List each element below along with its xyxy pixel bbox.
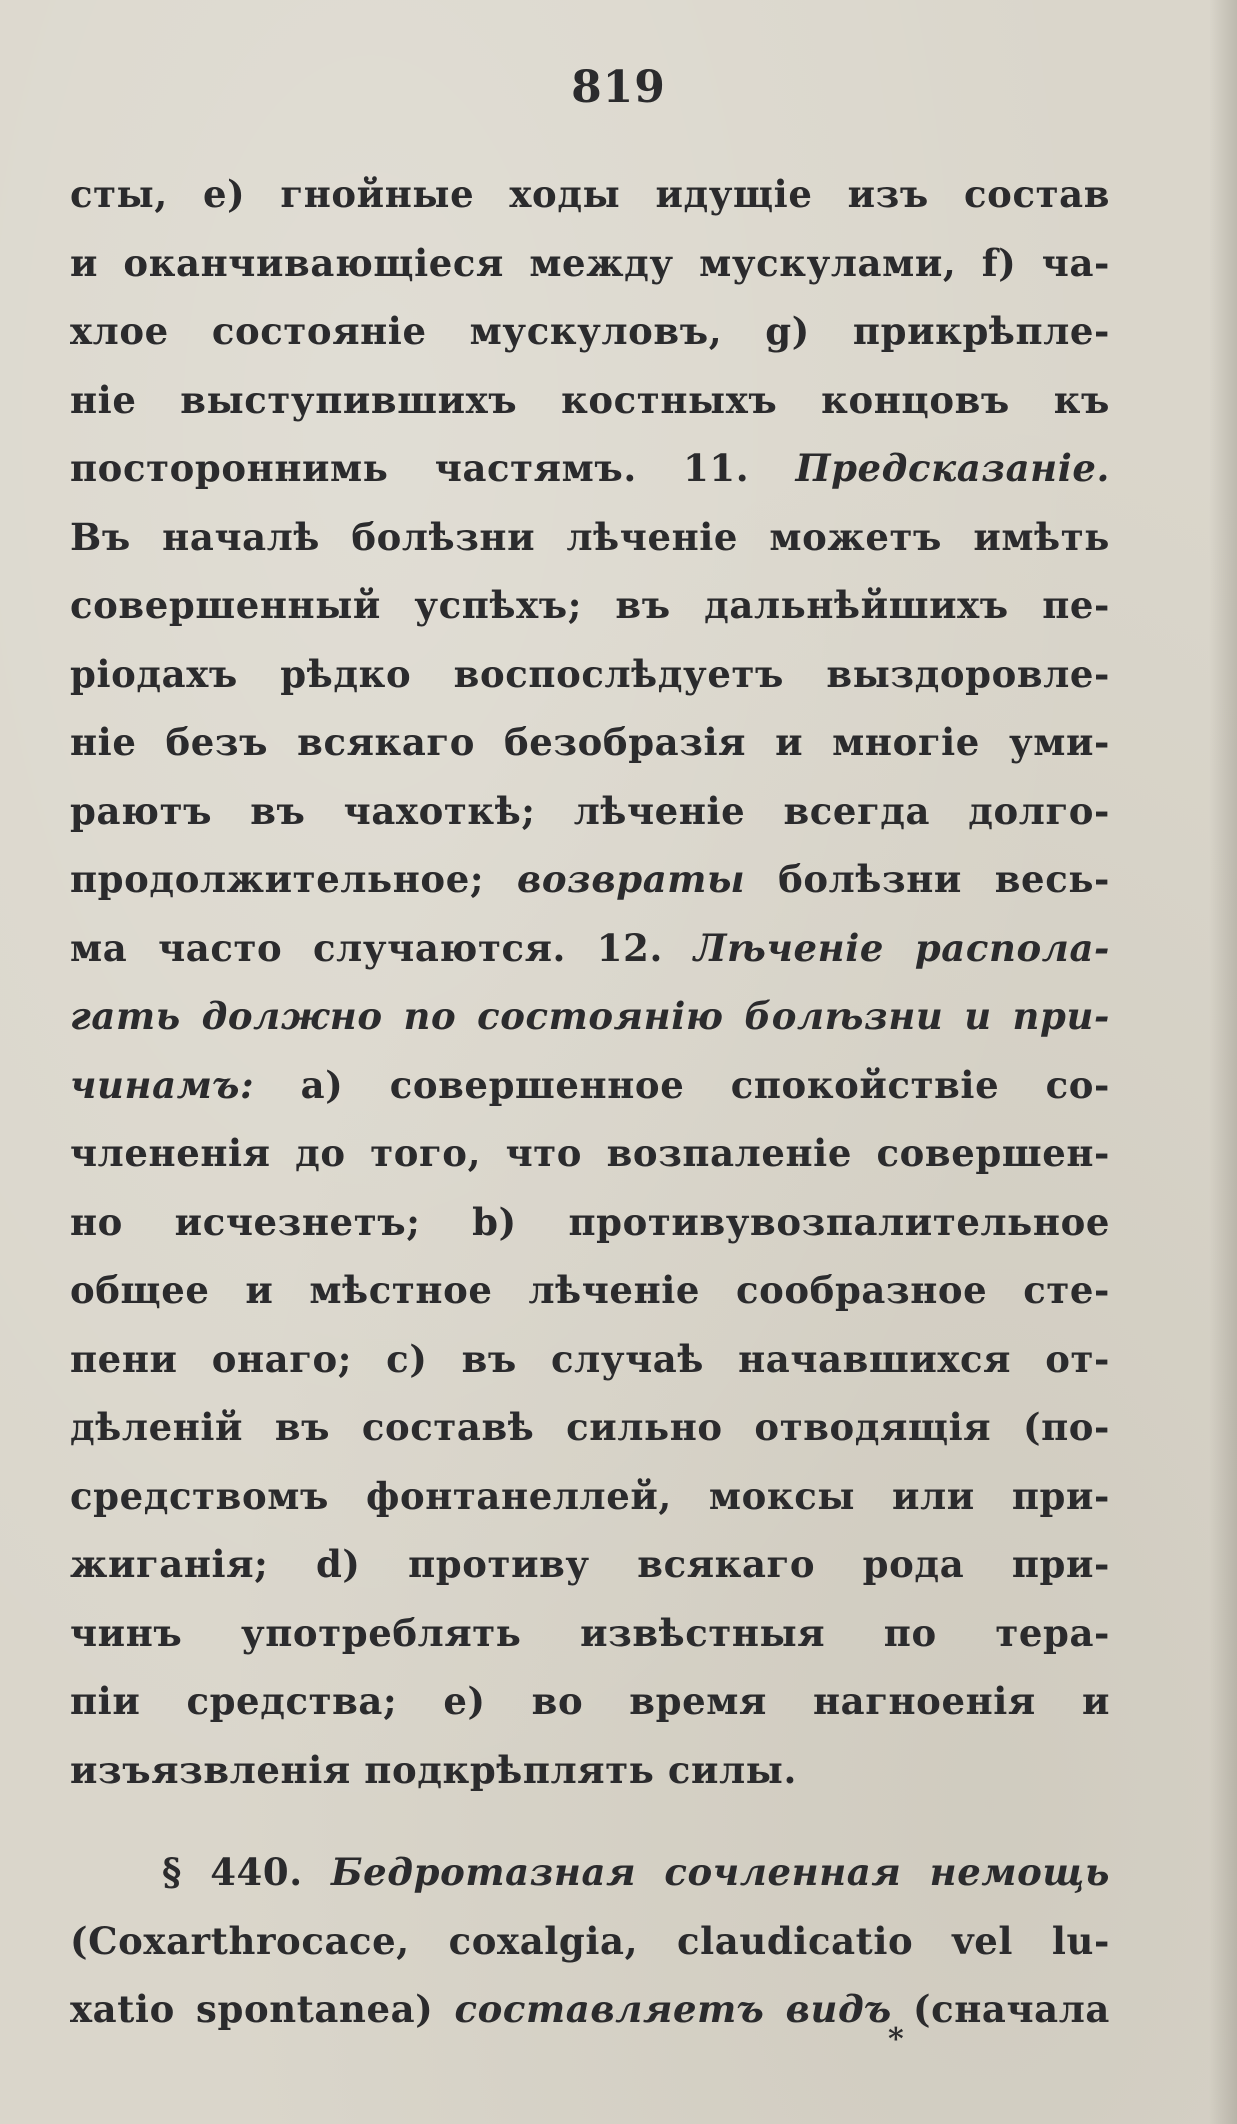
text-segment: болѣзни весь- <box>745 857 1110 901</box>
text-segment: xatio spontanea) <box>70 1987 455 2031</box>
text-line <box>70 366 1110 435</box>
text-line <box>70 1462 1110 1531</box>
italic-text: Предсказаніе. <box>795 446 1110 490</box>
text-segment: и оканчивающіеся между мускулами, f) ча- <box>70 240 1110 285</box>
text-line <box>70 1393 1110 1462</box>
text-segment: ніе безъ всякаго безобразія и многіе уми- <box>70 720 1110 764</box>
italic-text: Лѣченіе распола- <box>693 925 1110 970</box>
text-line <box>70 571 1110 640</box>
text-line <box>70 1975 1110 2044</box>
body-text <box>70 160 1110 2044</box>
text-line <box>70 297 1110 366</box>
text-segment: пени онаго; c) въ случаѣ начавшихся от- <box>70 1336 1110 1381</box>
text-segment: Въ началѣ болѣзни лѣченіе можетъ имѣть <box>70 514 1110 559</box>
text-segment: но исчезнетъ; b) противувозпалительное <box>70 1199 1110 1244</box>
text-line <box>70 1907 1110 1976</box>
text-line <box>70 708 1110 777</box>
italic-text: составляетъ видъ <box>454 1987 892 2031</box>
text-segment: (сначала <box>891 1987 1110 2031</box>
text-line <box>70 1119 1110 1188</box>
text-segment: ніе выступившихъ костныхъ концовъ къ <box>70 377 1110 422</box>
text-line <box>70 1325 1110 1394</box>
text-line <box>70 982 1110 1051</box>
text-segment: сты, е) гнойные ходы идущіе изъ состав <box>70 172 1110 216</box>
text-line <box>70 1667 1110 1736</box>
page-edge-shadow <box>1209 0 1237 2124</box>
text-segment: общее и мѣстное лѣченіе сообразное сте- <box>70 1268 1110 1312</box>
text-line <box>70 1051 1110 1120</box>
footer-mark: * <box>888 2022 904 2057</box>
text-line <box>70 434 1110 503</box>
text-segment: дѣленій въ составѣ сильно отводящія (по- <box>70 1405 1110 1449</box>
text-segment: хлое состояніе мускуловъ, g) прикрѣпле- <box>70 309 1110 353</box>
text-line <box>70 1256 1110 1325</box>
italic-text: гать должно по состоянію болѣзни и при- <box>70 994 1110 1038</box>
text-line <box>70 1736 1110 1805</box>
italic-text: Бедротазная сочленная немощь <box>330 1850 1110 1894</box>
text-segment: ма часто случаются. 12. <box>70 925 694 970</box>
text-segment: жиганія; d) противу всякаго рода при- <box>70 1542 1110 1586</box>
text-line <box>70 160 1110 229</box>
text-line <box>70 845 1110 914</box>
text-segment: чинъ употреблять извѣстныя по тера- <box>70 1610 1110 1655</box>
text-line <box>70 1530 1110 1599</box>
text-segment: a) совершенное спокойствіе со- <box>254 1062 1110 1107</box>
text-segment: средствомъ фонтанеллей, моксы или при- <box>70 1473 1110 1518</box>
text-segment: піи средства; e) во время нагноенія и <box>70 1679 1110 1723</box>
text-segment: постороннимь частямъ. 11. <box>70 446 796 490</box>
text-line <box>70 229 1110 298</box>
paragraph-gap <box>70 1804 1110 1838</box>
italic-text: чинамъ: <box>70 1062 255 1107</box>
text-segment: ріодахъ рѣдко воспослѣдуетъ выздоровле- <box>70 651 1110 696</box>
text-line <box>70 914 1110 983</box>
italic-text: возвраты <box>516 857 746 901</box>
text-segment: изъязвленія подкрѣплять силы. <box>70 1747 797 1792</box>
text-line <box>70 640 1110 709</box>
text-segment: (Coxarthrocace, coxalgia, claudicatio vel lu- <box>70 1918 1110 1963</box>
text-segment: раютъ въ чахоткѣ; лѣченіе всегда долго- <box>70 788 1110 833</box>
text-line <box>70 1838 1110 1907</box>
text-line <box>70 503 1110 572</box>
text-line <box>70 1599 1110 1668</box>
text-segment: члененія до того, что возпаленіе совершен- <box>70 1131 1110 1175</box>
text-segment: совершенный успѣхъ; въ дальнѣйшихъ пе- <box>70 583 1110 627</box>
page-number: 819 <box>571 62 666 113</box>
text-line <box>70 1188 1110 1257</box>
text-segment: § 440. <box>162 1850 331 1894</box>
text-segment: продолжительное; <box>70 857 517 901</box>
text-line <box>70 777 1110 846</box>
